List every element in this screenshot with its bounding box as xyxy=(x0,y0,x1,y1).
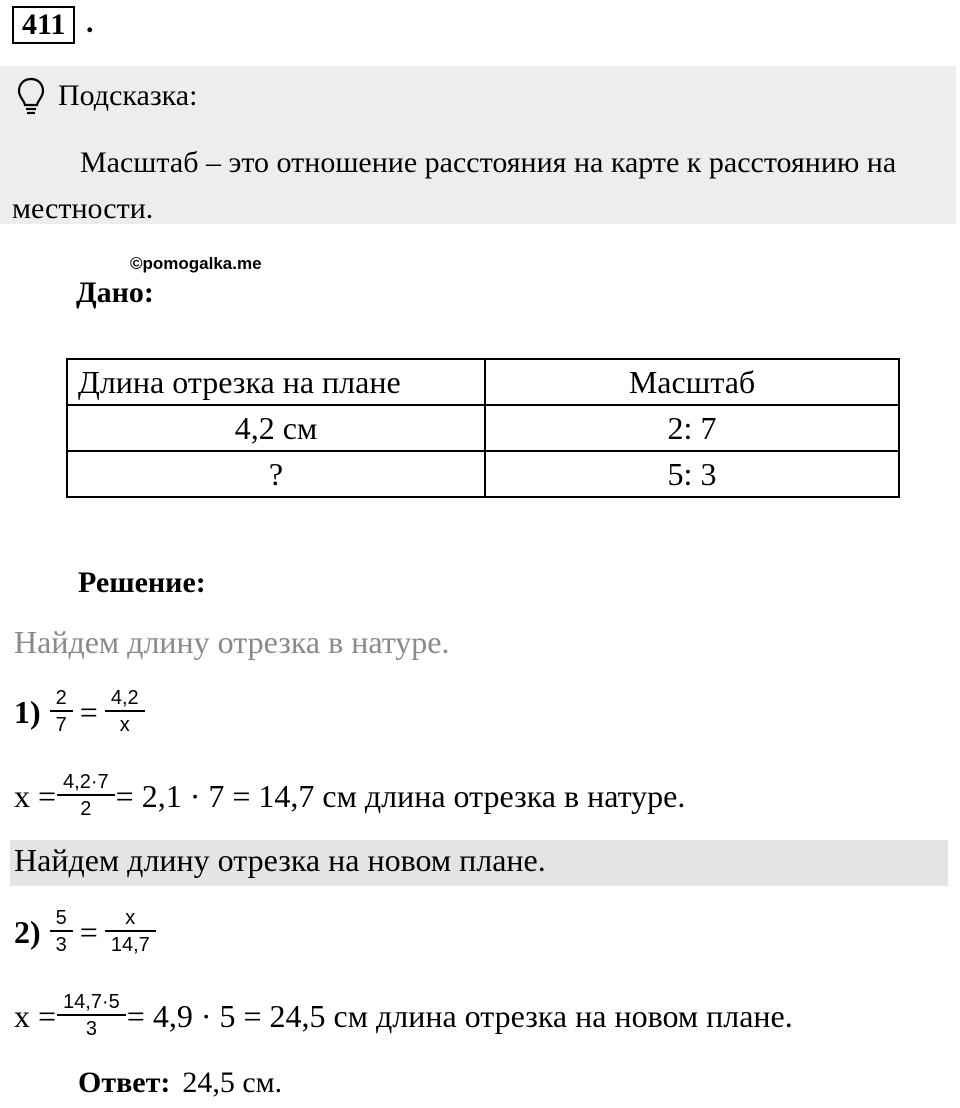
problem-number: 411 xyxy=(12,6,75,44)
x-label: x = xyxy=(14,777,57,814)
solution-label: Решение: xyxy=(78,566,206,599)
hint-text: Масштаб – это отношение расстояния на карте к расстоянию на местности. xyxy=(12,146,897,225)
table-row xyxy=(67,405,899,451)
table-cell: 5: 3 xyxy=(485,451,899,497)
table-cell: 4,2 см xyxy=(67,405,485,451)
answer-label: Ответ: xyxy=(78,1066,171,1099)
table-cell: ? xyxy=(67,451,485,497)
table-header-length: Длина отрезка на плане xyxy=(67,359,485,405)
equals-sign: = xyxy=(79,913,98,950)
table-cell: 2: 7 xyxy=(485,405,899,451)
fraction: $\frac{2}{7}$ xyxy=(53,686,70,738)
step1-rest: = 2,1 · 7 = 14,7 см длина отрезка в натуре. xyxy=(115,777,686,814)
fraction: $\frac{14,7\cdot 5}{3}$ xyxy=(60,990,123,1042)
fraction: $\frac{5}{3}$ xyxy=(53,906,70,958)
step2-result xyxy=(14,990,793,1042)
lightbulb-icon xyxy=(16,76,46,116)
fraction: $\frac{x}{14,7}$ xyxy=(108,906,153,958)
problem-number-dot: . xyxy=(86,6,94,39)
step2-proportion xyxy=(14,906,157,958)
x-label: x = xyxy=(14,997,57,1034)
step2-heading: Найдем длину отрезка на новом плане. xyxy=(14,842,546,878)
answer xyxy=(78,1066,282,1100)
step2-rest: = 4,9 · 5 = 24,5 см длина отрезка на новом плане. xyxy=(126,997,793,1034)
step1-label: 1) xyxy=(14,693,41,730)
table-header-row xyxy=(67,359,899,405)
table-row xyxy=(67,451,899,497)
answer-value: 24,5 см. xyxy=(182,1066,283,1099)
equals-sign: = xyxy=(79,693,98,730)
hint-title: Подсказка: xyxy=(58,79,198,112)
fraction: $\frac{4,2}{x}$ xyxy=(108,686,142,738)
given-table xyxy=(66,358,900,498)
step1-heading: Найдем длину отрезка в натуре. xyxy=(14,624,450,660)
step1-result xyxy=(14,770,685,822)
table-header-scale: Масштаб xyxy=(485,359,899,405)
watermark: ©pomogalka.me xyxy=(130,254,262,273)
fraction: $\frac{4,2\cdot 7}{2}$ xyxy=(60,770,112,822)
given-label: Дано: xyxy=(76,276,154,309)
step1-proportion xyxy=(14,686,146,738)
step2-label: 2) xyxy=(14,913,41,950)
